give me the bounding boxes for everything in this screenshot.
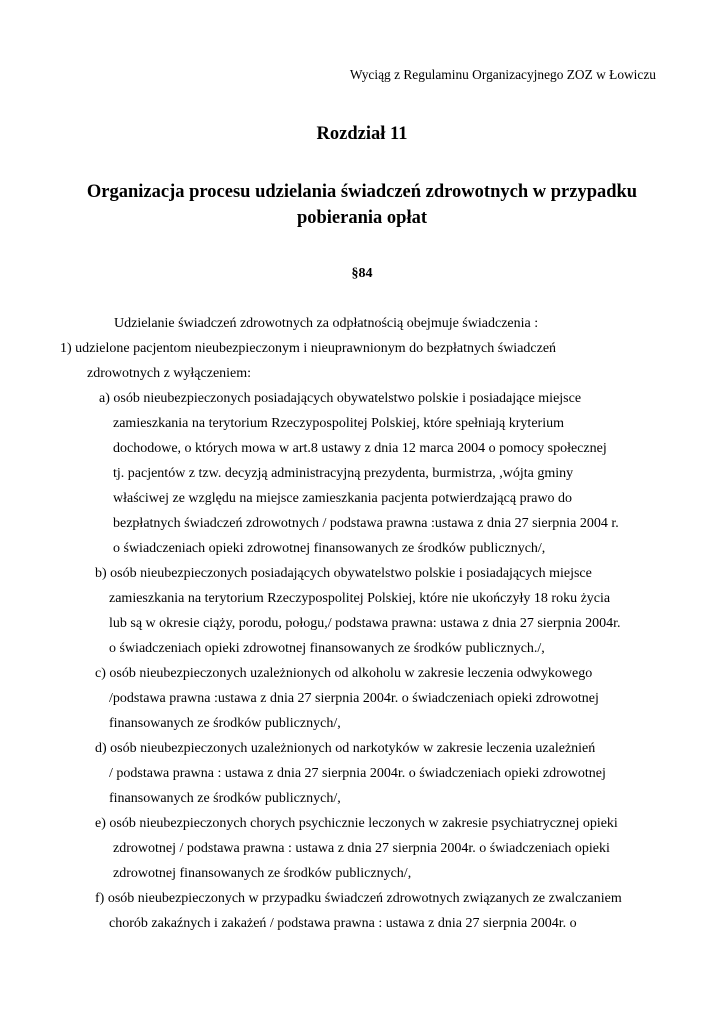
item-b-line: o świadczeniach opieki zdrowotnej finansowanych ze środków publicznych./, — [109, 641, 545, 656]
item-e-line: zdrowotnej finansowanych ze środków publicznych/, — [113, 866, 412, 881]
section-title — [0, 179, 724, 231]
item-b-line: b) osób nieubezpieczonych posiadających obywatelstwo polskie i posiadających miejsce — [95, 566, 592, 581]
item-a-line: zamieszkania na terytorium Rzeczypospolitej Polskiej, które spełniają kryterium — [113, 416, 564, 431]
item-e-line: e) osób nieubezpieczonych chorych psychicznie leczonych w zakresie psychiatrycznej opieki — [95, 816, 618, 831]
item-a-line: właściwej ze względu na miejsce zamieszkania pacjenta potwierdzającą prawo do — [113, 491, 573, 506]
paragraph-number: §84 — [351, 266, 373, 281]
section-title-line-2: pobierania opłat — [296, 208, 428, 228]
item-b-line: zamieszkania na terytorium Rzeczypospolitej Polskiej, które nie ukończyły 18 roku życia — [109, 591, 611, 606]
section-title-line-1: Organizacja procesu udzielania świadczeń zdrowotnych w przypadku — [86, 182, 638, 202]
header-note: Wyciąg z Regulaminu Organizacyjnego ZOZ w Łowiczu — [349, 67, 656, 82]
item-d-line: / podstawa prawna : ustawa z dnia 27 sierpnia 2004r. o świadczeniach opieki zdrowotnej — [109, 766, 606, 781]
item-c-line: /podstawa prawna :ustawa z dnia 27 sierpnia 2004r. o świadczeniach opieki zdrowotnej — [109, 691, 599, 706]
item-1-line: 1) udzielone pacjentom nieubezpieczonym i nieuprawnionym do bezpłatnych świadczeń — [60, 341, 557, 356]
item-1-line: zdrowotnych z wyłączeniem: — [87, 366, 252, 381]
item-a-line: tj. pacjentów z tzw. decyzją administracyjną prezydenta, burmistrza, ,wójta gminy — [113, 466, 574, 481]
item-a-line: a) osób nieubezpieczonych posiadających obywatelstwo polskie i posiadające miejsce — [99, 391, 582, 406]
item-c-line: c) osób nieubezpieczonych uzależnionych od alkoholu w zakresie leczenia odwykowego — [95, 666, 593, 681]
item-e-line: zdrowotnej / podstawa prawna : ustawa z dnia 27 sierpnia 2004r. o świadczeniach opieki — [113, 841, 610, 856]
item-a-line: o świadczeniach opieki zdrowotnej finansowanych ze środków publicznych/, — [113, 541, 546, 556]
item-a-line: bezpłatnych świadczeń zdrowotnych / podstawa prawna :ustawa z dnia 27 sierpnia 2004 r. — [113, 516, 619, 531]
item-d-line: d) osób nieubezpieczonych uzależnionych od narkotyków w zakresie leczenia uzależnień — [95, 741, 596, 756]
item-d-line: finansowanych ze środków publicznych/, — [109, 791, 341, 806]
intro-line: Udzielanie świadczeń zdrowotnych za odpłatnością obejmuje świadczenia : — [114, 316, 539, 331]
chapter-heading: Rozdział 11 — [316, 124, 408, 144]
item-b-line: lub są w okresie ciąży, porodu, połogu,/ podstawa prawna: ustawa z dnia 27 sierpnia 2004r. — [109, 616, 621, 631]
item-c-line: finansowanych ze środków publicznych/, — [109, 716, 341, 731]
item-f-line: chorób zakaźnych i zakażeń / podstawa prawna : ustawa z dnia 27 sierpnia 2004r. o — [109, 916, 577, 931]
item-a-line: dochodowe, o których mowa w art.8 ustawy z dnia 12 marca 2004 o pomocy społecznej — [113, 441, 607, 456]
item-f-line: f) osób nieubezpieczonych w przypadku świadczeń zdrowotnych związanych ze zwalczaniem — [95, 891, 622, 906]
